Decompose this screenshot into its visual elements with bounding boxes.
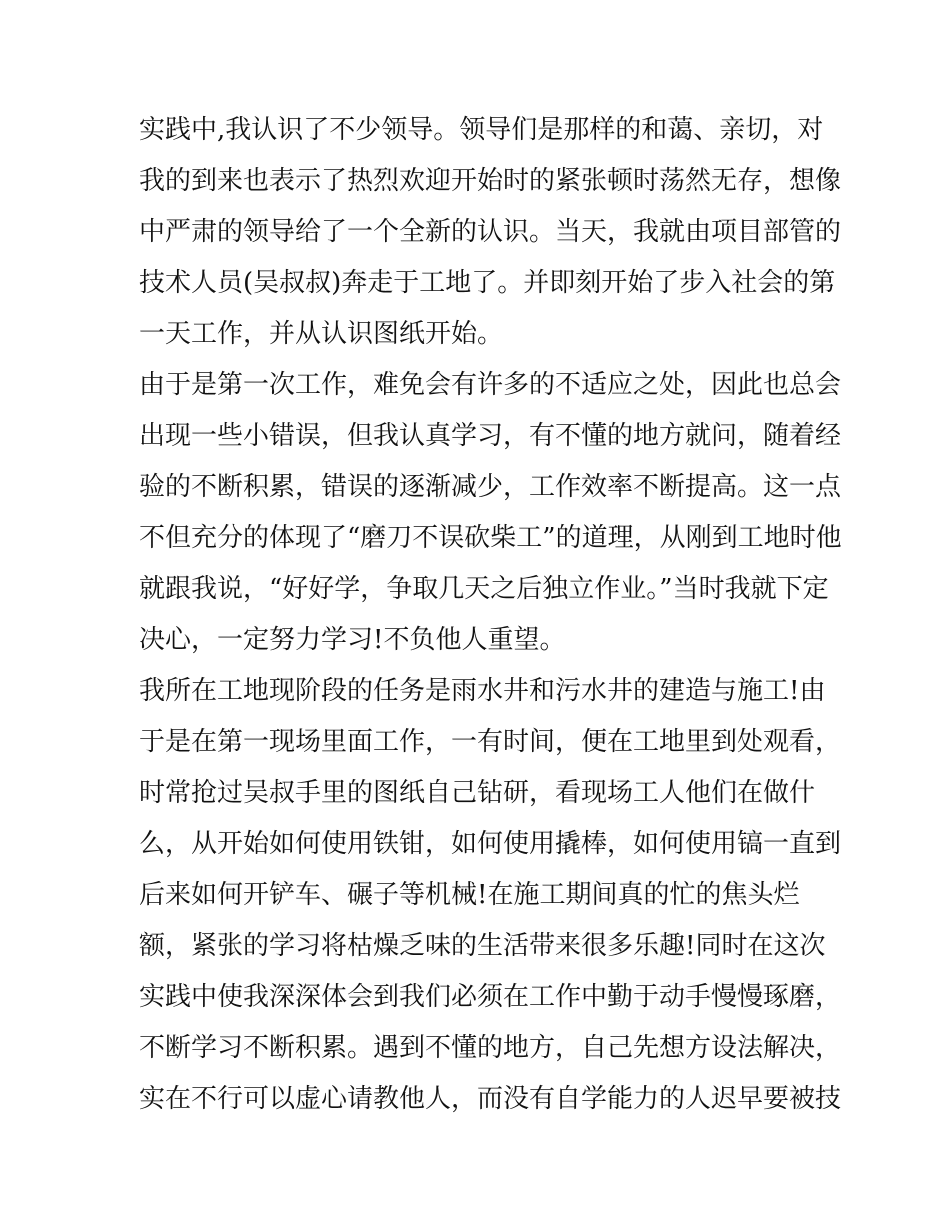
text-line: 实在不行可以虚心请教他人，而没有自学能力的人迟早要被技 (139, 1084, 842, 1114)
text-line: 时常抢过吴叔手里的图纸自己钻研，看现场工人他们在做什 (139, 778, 816, 808)
text-line: 我所在工地现阶段的任务是雨水井和污水井的建造与施工!由 (139, 676, 826, 706)
text-line: 决心，一定努力学习!不负他人重望。 (139, 625, 566, 655)
text-line: 出现一些小错误，但我认真学习，有不懂的地方就问，随着经 (139, 421, 842, 451)
text-line: 么，从开始如何使用铁钳，如何使用撬棒，如何使用镐一直到 (139, 829, 842, 859)
text-line: 不断学习不断积累。遇到不懂的地方，自己先想方设法解决， (139, 1033, 842, 1063)
text-line: 由于是第一次工作，难免会有许多的不适应之处，因此也总会 (139, 370, 842, 400)
text-line: 于是在第一现场里面工作，一有时间，便在工地里到处观看， (139, 727, 842, 757)
text-line: 后来如何开铲车、碾子等机械!在施工期间真的忙的焦头烂 (139, 880, 800, 910)
text-line: 不但充分的体现了“磨刀不误砍柴工”的道理，从刚到工地时他 (139, 523, 842, 553)
text-line: 一天工作，并从认识图纸开始。 (139, 319, 504, 349)
text-line: 实践中,我认识了不少领导。领导们是那样的和蔼、亲切，对 (139, 115, 824, 145)
text-line: 我的到来也表示了热烈欢迎开始时的紧张顿时荡然无存，想像 (139, 166, 842, 196)
text-line: 中严肃的领导给了一个全新的认识。当天，我就由项目部管的 (139, 217, 842, 247)
text-line: 验的不断积累，错误的逐渐减少，工作效率不断提高。这一点 (139, 472, 842, 502)
text-line: 技术人员(吴叔叔)奔走于工地了。并即刻开始了步入社会的第 (139, 268, 836, 298)
text-line: 就跟我说，“好好学，争取几天之后独立作业。”当时我就下定 (139, 574, 829, 604)
body-text (139, 105, 842, 1125)
text-line: 额，紧张的学习将枯燥乏味的生活带来很多乐趣!同时在这次 (139, 931, 826, 961)
text-line: 实践中使我深深体会到我们必须在工作中勤于动手慢慢琢磨， (139, 982, 842, 1012)
